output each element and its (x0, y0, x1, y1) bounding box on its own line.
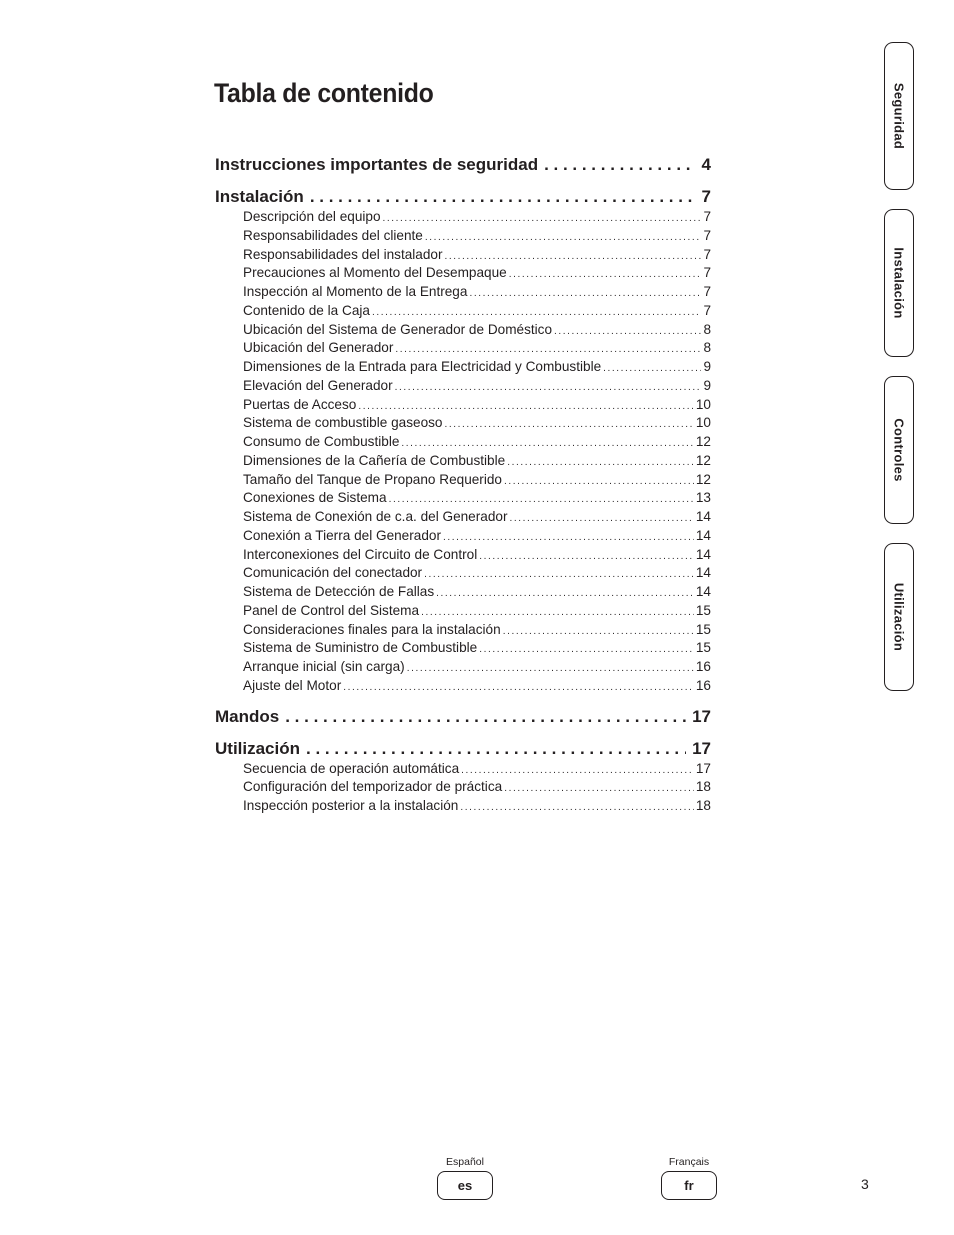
language-caption-es: Español (446, 1156, 484, 1168)
toc-subentry-page: 7 (703, 227, 711, 243)
toc-subentry-page: 14 (695, 546, 711, 562)
toc-subentry-page: 7 (703, 284, 711, 299)
toc-subentry-label: Descripción del equipo (243, 209, 381, 224)
dot-leader (479, 548, 694, 567)
tab-seguridad[interactable] (884, 42, 914, 190)
toc-entry-label: Instalación (215, 187, 304, 206)
toc-subentry-label: Sistema de Conexión de c.a. del Generador (243, 509, 508, 524)
toc-subentry[interactable] (215, 602, 711, 621)
toc-subentry-page: 14 (695, 509, 711, 524)
toc-subentry-label: Conexiones de Sistema (243, 490, 387, 506)
toc-subentry-label: Interconexiones del Circuito de Control (243, 546, 478, 562)
toc-subentry[interactable] (215, 677, 711, 696)
toc-section (215, 738, 711, 816)
tab-label: Instalación (891, 247, 907, 319)
toc-subentry-page: 12 (695, 471, 711, 487)
toc-subentry[interactable] (215, 452, 711, 471)
toc-subentry-label: Sistema de Suministro de Combustible (243, 640, 478, 656)
toc-subentry-page: 18 (695, 779, 711, 795)
toc-subentry-label: Responsabilidades del instalador (243, 246, 443, 262)
toc-subentry[interactable] (215, 227, 711, 246)
toc-entry-page: 4 (701, 155, 711, 174)
dot-leader (343, 679, 694, 698)
toc-subentry-label: Secuencia de operación automática (243, 760, 460, 776)
toc-subentry-page: 14 (695, 584, 711, 599)
toc-subentry[interactable] (215, 414, 711, 433)
toc-section (215, 154, 711, 176)
page-title: Tabla de contenido (214, 78, 434, 108)
toc-subentry[interactable] (215, 564, 711, 583)
dot-leader (504, 473, 694, 492)
toc-subentry-page: 8 (703, 340, 711, 356)
dot-leader (554, 323, 701, 342)
dot-leader (424, 566, 694, 585)
toc-subentry[interactable] (215, 583, 711, 602)
language-caption-fr: Français (668, 1156, 710, 1168)
toc-subentry-page: 18 (695, 798, 711, 813)
toc-subentry[interactable] (215, 621, 711, 640)
dot-leader (509, 266, 702, 285)
toc-subentry[interactable] (215, 778, 711, 797)
toc-subentry-page: 15 (695, 602, 711, 618)
toc-subentry-label: Dimensiones de la Cañería de Combustible (243, 452, 506, 468)
toc-subentry-label: Panel de Control del Sistema (243, 602, 420, 618)
toc-entry-label: Utilización (215, 738, 301, 758)
toc-subentry-page: 17 (695, 760, 711, 776)
toc-entry[interactable] (215, 738, 711, 760)
toc-subentry-label: Puertas de Acceso (243, 396, 357, 412)
toc-subentry[interactable] (215, 208, 711, 227)
toc-subentry[interactable] (215, 433, 711, 452)
toc-subentry[interactable] (215, 489, 711, 508)
toc-subentry-page: 9 (703, 359, 711, 374)
toc-subentry[interactable] (215, 302, 711, 321)
toc-subentry[interactable] (215, 321, 711, 340)
dot-leader (407, 660, 694, 679)
toc-subentry-label: Ubicación del Generador (243, 340, 394, 356)
toc-subentries (215, 208, 711, 696)
tab-controles[interactable] (884, 376, 914, 524)
toc-subentries (215, 760, 711, 816)
toc-subentry-page: 7 (703, 246, 711, 262)
toc-subentry-page: 7 (703, 302, 711, 318)
toc-subentry-page: 12 (695, 434, 711, 449)
dot-leader (395, 379, 702, 398)
toc-subentry-page: 13 (695, 490, 711, 506)
toc-subentry-label: Conexión a Tierra del Generador (243, 527, 441, 543)
toc-subentry-label: Tamaño del Tanque de Propano Requerido (243, 471, 502, 487)
toc-entry-label: Mandos (215, 706, 280, 726)
toc-subentry-page: 15 (695, 621, 711, 637)
toc-subentry-label: Configuración del temporizador de práctica (243, 779, 503, 795)
tab-label: Seguridad (891, 82, 907, 150)
toc-entry-page: 17 (692, 706, 711, 726)
toc-subentry-page: 14 (695, 527, 711, 543)
toc-subentry[interactable] (215, 339, 711, 358)
dot-leader (285, 706, 686, 728)
dot-leader (383, 210, 702, 229)
toc-entry[interactable] (215, 154, 711, 176)
dot-leader (469, 285, 701, 304)
tab-instalacion[interactable] (884, 209, 914, 357)
toc-subentry[interactable] (215, 546, 711, 565)
toc-subentry-label: Consideraciones finales para la instalación (243, 621, 501, 637)
dot-leader (509, 510, 693, 529)
toc-entry-label: Instrucciones importantes de seguridad (215, 155, 539, 174)
toc-subentry-label: Dimensiones de la Entrada para Electricidad y Combustible (243, 359, 602, 374)
tab-label: Controles (891, 418, 907, 482)
toc-subentry-label: Sistema de Detección de Fallas (243, 584, 435, 599)
toc-subentry-page: 16 (695, 659, 711, 674)
toc-subentry-page: 7 (703, 209, 711, 224)
toc-subentry-label: Ajuste del Motor (243, 677, 342, 693)
dot-leader (507, 454, 694, 473)
language-button-es[interactable]: es (437, 1171, 493, 1200)
dot-leader (425, 229, 702, 248)
page-number: 3 (861, 1176, 869, 1192)
toc-subentry-page: 8 (703, 321, 711, 337)
dot-leader (443, 529, 694, 548)
dot-leader (504, 780, 694, 799)
toc-subentry-label: Precauciones al Momento del Desempaque (243, 265, 507, 281)
toc-subentry[interactable] (215, 377, 711, 396)
dot-leader (436, 585, 694, 604)
dot-leader (503, 623, 694, 642)
dot-leader (310, 186, 696, 208)
toc-subentry[interactable] (215, 283, 711, 302)
toc-subentry-page: 16 (695, 677, 711, 693)
toc-section (215, 706, 711, 728)
toc-subentry-label: Inspección posterior a la instalación (243, 798, 459, 813)
toc-subentry-label: Responsabilidades del cliente (243, 227, 423, 243)
toc-subentry-label: Elevación del Generador (243, 377, 393, 393)
toc-subentry[interactable] (215, 396, 711, 415)
toc-subentry-page: 9 (703, 377, 711, 393)
toc-subentry[interactable] (215, 471, 711, 490)
toc-subentry-label: Comunicación del conectador (243, 565, 423, 581)
toc-subentry-label: Consumo de Combustible (243, 434, 400, 449)
dot-leader (306, 738, 686, 760)
toc-subentry-page: 14 (695, 565, 711, 581)
toc-subentry-label: Ubicación del Sistema de Generador de Doméstico (243, 321, 553, 337)
toc-subentry-page: 15 (695, 640, 711, 656)
toc-entry-page: 7 (701, 187, 711, 206)
toc-subentry-page: 7 (703, 265, 711, 281)
tab-utilizacion[interactable] (884, 543, 914, 691)
table-of-contents (215, 154, 711, 826)
toc-subentry-label: Inspección al Momento de la Entrega (243, 284, 468, 299)
toc-subentry[interactable] (215, 797, 711, 816)
dot-leader (544, 154, 695, 176)
toc-entry-page: 17 (692, 738, 711, 758)
toc-subentry-label: Arranque inicial (sin carga) (243, 659, 405, 674)
dot-leader (460, 799, 694, 818)
toc-subentry-label: Sistema de combustible gaseoso (243, 415, 443, 431)
toc-subentry-page: 12 (695, 452, 711, 468)
toc-subentry[interactable] (215, 639, 711, 658)
toc-section (215, 186, 711, 696)
dot-leader (445, 416, 694, 435)
toc-subentry[interactable] (215, 760, 711, 779)
toc-subentry-page: 10 (695, 396, 711, 412)
toc-entry[interactable] (215, 186, 711, 208)
tab-label: Utilización (891, 582, 907, 652)
toc-entry[interactable] (215, 706, 711, 728)
toc-subentry[interactable] (215, 658, 711, 677)
toc-subentry-label: Contenido de la Caja (243, 302, 370, 318)
toc-subentry[interactable] (215, 358, 711, 377)
dot-leader (603, 360, 701, 379)
toc-subentry[interactable] (215, 508, 711, 527)
toc-subentry-page: 10 (695, 415, 711, 431)
toc-subentry[interactable] (215, 527, 711, 546)
language-button-fr[interactable]: fr (661, 1171, 717, 1200)
toc-subentry[interactable] (215, 246, 711, 265)
toc-subentry[interactable] (215, 264, 711, 283)
dot-leader (479, 641, 694, 660)
